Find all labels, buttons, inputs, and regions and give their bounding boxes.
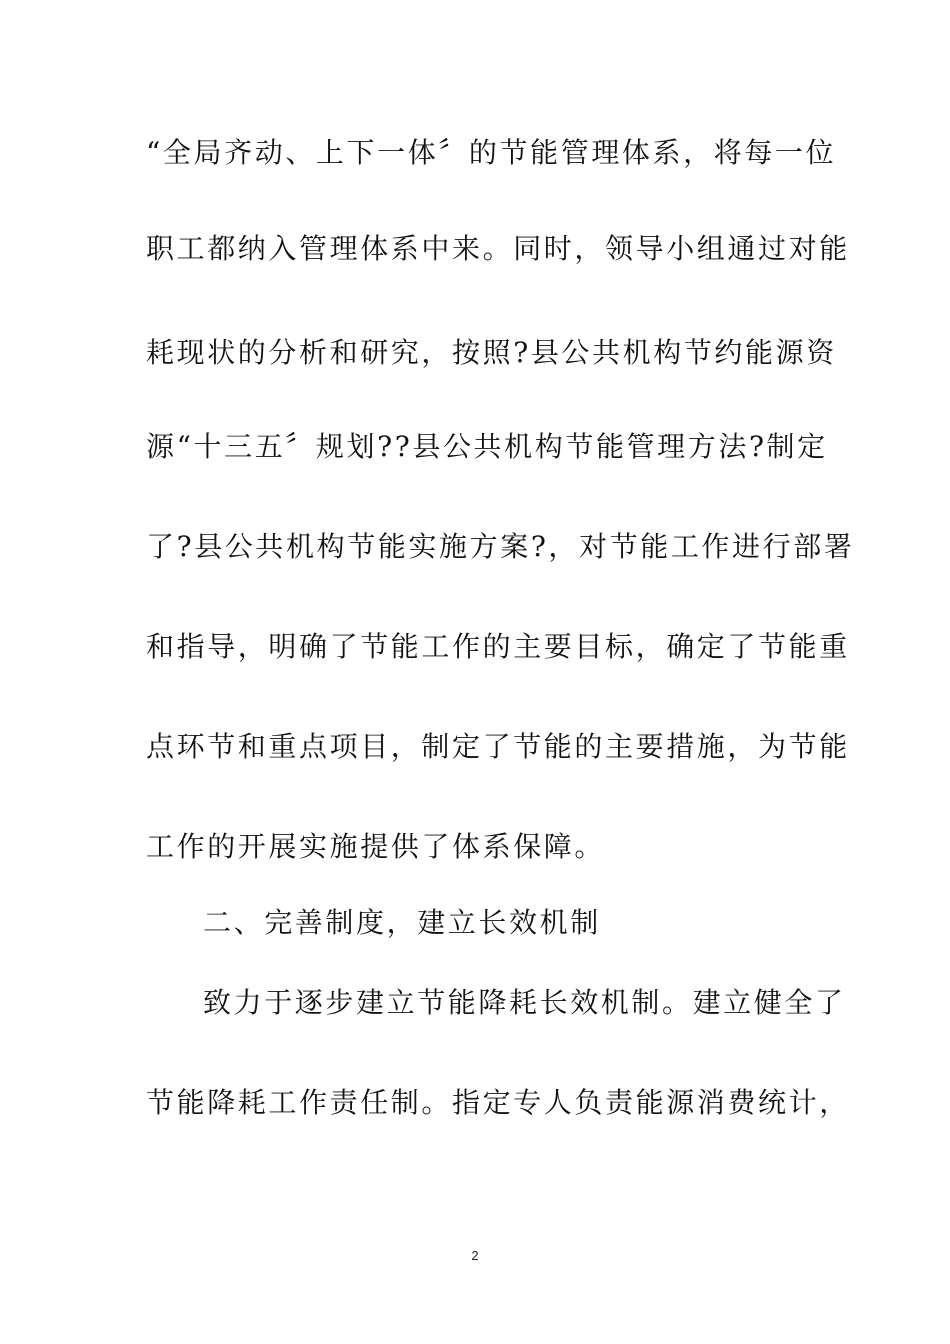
body-text-line: 致力于逐步建立节能降耗长效机制。建立健全了 [203,986,846,1019]
body-text-line: 点环节和重点项目，制定了节能的主要措施，为节能 [146,730,850,763]
body-text-line: 耗现状的分析和研究，按照?县公共机构节约能源资 [146,336,837,369]
body-text-line: 职工都纳入管理体系中来。同时，领导小组通过对能 [146,232,850,265]
body-text-line: 节能降耗工作责任制。指定专人负责能源消费统计， [146,1086,850,1119]
body-text-line: 和指导，明确了节能工作的主要目标，确定了节能重 [146,630,850,663]
body-text-line: 了?县公共机构节能实施方案?，对节能工作进行部署 [146,530,855,563]
body-text-line: 源“十三五〞规划??县公共机构节能管理方法?制定 [146,430,828,463]
body-text-line: 工作的开展实施提供了体系保障。 [146,830,606,863]
body-text-line: “全局齐动、上下一体〞的节能管理体系，将每一位 [146,136,837,169]
section-heading: 二、完善制度，建立长效机制 [203,906,601,939]
page-number: 2 [471,1248,479,1263]
